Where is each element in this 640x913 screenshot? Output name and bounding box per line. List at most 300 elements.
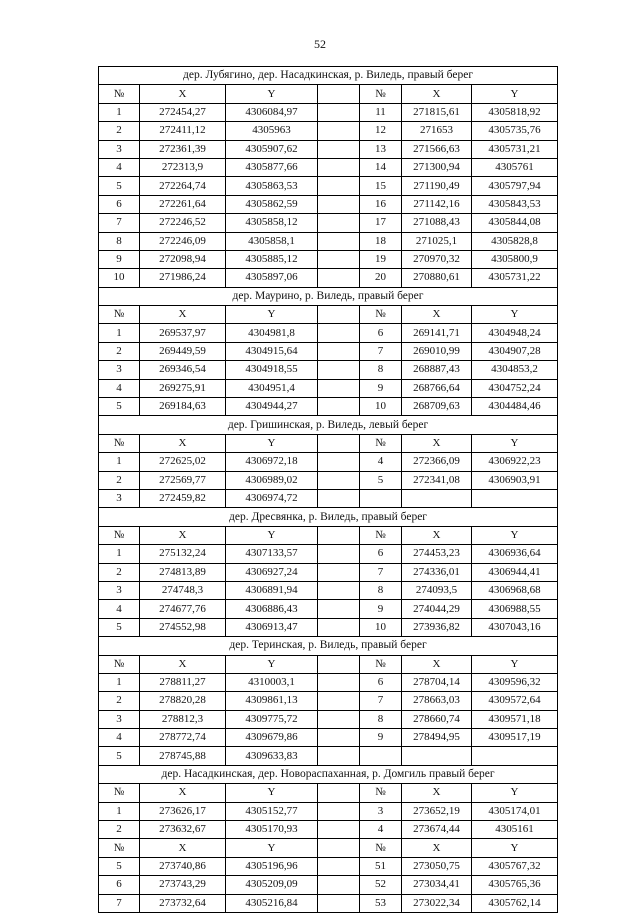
- data-x-cell: 274093,5: [402, 581, 472, 599]
- spacer-cell: [318, 876, 360, 894]
- spacer-cell: [318, 673, 360, 691]
- header-num-cell: №: [99, 434, 140, 452]
- data-x-cell: 278772,74: [140, 729, 226, 747]
- header-row: [99, 434, 558, 452]
- header-x-cell: X: [140, 526, 226, 544]
- spacer-cell: [318, 489, 360, 507]
- data-num-cell: 17: [360, 214, 402, 232]
- spacer-cell: [318, 269, 360, 287]
- data-y-cell: 4304907,28: [472, 342, 558, 360]
- data-x-cell: 269346,54: [140, 361, 226, 379]
- data-y-cell: 4304981,8: [226, 324, 318, 342]
- data-num-cell: 3: [99, 361, 140, 379]
- spacer-cell: [318, 122, 360, 140]
- header-num-cell: №: [360, 784, 402, 802]
- data-y-cell: 4305161: [472, 821, 558, 839]
- table-row: [99, 269, 558, 287]
- data-y-cell: 4309596,32: [472, 673, 558, 691]
- header-y-cell: Y: [226, 655, 318, 673]
- table-row: [99, 250, 558, 268]
- data-x-cell: 275132,24: [140, 545, 226, 563]
- data-x-cell: 269275,91: [140, 379, 226, 397]
- data-x-cell: 271190,49: [402, 177, 472, 195]
- data-y-cell: 4309679,86: [226, 729, 318, 747]
- spacer-cell: [318, 324, 360, 342]
- data-num-cell: 5: [99, 618, 140, 636]
- data-num-cell: 1: [99, 103, 140, 121]
- data-y-cell: 4305877,66: [226, 158, 318, 176]
- data-y-cell: [472, 489, 558, 507]
- data-x-cell: 272366,09: [402, 453, 472, 471]
- data-num-cell: 51: [360, 857, 402, 875]
- data-x-cell: 273626,17: [140, 802, 226, 820]
- data-num-cell: 12: [360, 122, 402, 140]
- data-num-cell: 4: [360, 453, 402, 471]
- data-x-cell: 272246,52: [140, 214, 226, 232]
- section-title: дер. Лубягино, дер. Насадкинская, р. Виледь, правый берег: [99, 67, 558, 85]
- data-num-cell: 19: [360, 250, 402, 268]
- section-title-row: [99, 508, 558, 526]
- header-row: [99, 526, 558, 544]
- data-y-cell: 4307043,16: [472, 618, 558, 636]
- data-x-cell: 271088,43: [402, 214, 472, 232]
- spacer-cell: [318, 158, 360, 176]
- header-y-cell: Y: [472, 306, 558, 324]
- header-y-cell: Y: [472, 839, 558, 857]
- data-num-cell: 5: [99, 857, 140, 875]
- table-row: [99, 471, 558, 489]
- spacer-cell: [318, 85, 360, 103]
- data-y-cell: 4305797,94: [472, 177, 558, 195]
- table-row: [99, 379, 558, 397]
- data-x-cell: [402, 489, 472, 507]
- data-y-cell: 4309571,18: [472, 710, 558, 728]
- spacer-cell: [318, 894, 360, 912]
- table-row: [99, 342, 558, 360]
- section-title-row: [99, 287, 558, 305]
- data-num-cell: 4: [99, 729, 140, 747]
- coordinates-table: [98, 66, 558, 913]
- table-row: [99, 692, 558, 710]
- data-x-cell: [402, 747, 472, 765]
- table-row: [99, 232, 558, 250]
- data-x-cell: 272454,27: [140, 103, 226, 121]
- data-y-cell: 4306989,02: [226, 471, 318, 489]
- data-x-cell: 274748,3: [140, 581, 226, 599]
- data-num-cell: 7: [99, 214, 140, 232]
- data-y-cell: 4305762,14: [472, 894, 558, 912]
- header-x-cell: X: [402, 526, 472, 544]
- section-title-row: [99, 637, 558, 655]
- data-x-cell: 273743,29: [140, 876, 226, 894]
- data-y-cell: 4306974,72: [226, 489, 318, 507]
- data-num-cell: 9: [360, 729, 402, 747]
- data-y-cell: 4310003,1: [226, 673, 318, 691]
- data-x-cell: 272361,39: [140, 140, 226, 158]
- header-row: [99, 306, 558, 324]
- data-x-cell: 274336,01: [402, 563, 472, 581]
- data-y-cell: 4305858,12: [226, 214, 318, 232]
- spacer-cell: [318, 802, 360, 820]
- spacer-cell: [318, 250, 360, 268]
- table-row: [99, 324, 558, 342]
- section-title-row: [99, 416, 558, 434]
- header-x-cell: X: [402, 655, 472, 673]
- data-y-cell: 4304853,2: [472, 361, 558, 379]
- data-x-cell: 273034,41: [402, 876, 472, 894]
- data-y-cell: 4305858,1: [226, 232, 318, 250]
- data-x-cell: 273732,64: [140, 894, 226, 912]
- data-y-cell: 4304918,55: [226, 361, 318, 379]
- data-x-cell: 272264,74: [140, 177, 226, 195]
- data-num-cell: 52: [360, 876, 402, 894]
- data-num-cell: 10: [360, 618, 402, 636]
- spacer-cell: [318, 692, 360, 710]
- header-y-cell: Y: [472, 526, 558, 544]
- header-x-cell: X: [402, 306, 472, 324]
- table-row: [99, 361, 558, 379]
- data-num-cell: 7: [99, 894, 140, 912]
- table-row: [99, 489, 558, 507]
- header-row: [99, 85, 558, 103]
- data-x-cell: 278811,27: [140, 673, 226, 691]
- data-num-cell: 7: [360, 692, 402, 710]
- spacer-cell: [318, 710, 360, 728]
- data-y-cell: 4304948,24: [472, 324, 558, 342]
- data-x-cell: 272341,08: [402, 471, 472, 489]
- data-x-cell: 268709,63: [402, 398, 472, 416]
- data-x-cell: 278704,14: [402, 673, 472, 691]
- data-y-cell: 4305735,76: [472, 122, 558, 140]
- header-num-cell: №: [99, 839, 140, 857]
- data-y-cell: 4305828,8: [472, 232, 558, 250]
- header-x-cell: X: [140, 85, 226, 103]
- data-y-cell: 4306886,43: [226, 600, 318, 618]
- header-y-cell: Y: [472, 784, 558, 802]
- spacer-cell: [318, 581, 360, 599]
- spacer-cell: [318, 453, 360, 471]
- data-y-cell: 4305885,12: [226, 250, 318, 268]
- data-num-cell: 5: [99, 747, 140, 765]
- data-x-cell: 272261,64: [140, 195, 226, 213]
- table-row: [99, 103, 558, 121]
- data-x-cell: 272098,94: [140, 250, 226, 268]
- data-num-cell: 10: [99, 269, 140, 287]
- section-title: дер. Маурино, р. Виледь, правый берег: [99, 287, 558, 305]
- data-x-cell: 271653: [402, 122, 472, 140]
- data-y-cell: 4305907,62: [226, 140, 318, 158]
- data-num-cell: 1: [99, 802, 140, 820]
- spacer-cell: [318, 398, 360, 416]
- data-y-cell: 4305209,09: [226, 876, 318, 894]
- section-title: дер. Теринская, р. Виледь, правый берег: [99, 637, 558, 655]
- header-num-cell: №: [99, 655, 140, 673]
- data-x-cell: 271986,24: [140, 269, 226, 287]
- data-num-cell: 9: [99, 250, 140, 268]
- header-y-cell: Y: [226, 434, 318, 452]
- data-y-cell: 4309861,13: [226, 692, 318, 710]
- data-num-cell: 6: [99, 195, 140, 213]
- data-x-cell: 278660,74: [402, 710, 472, 728]
- data-num-cell: 7: [360, 342, 402, 360]
- data-num-cell: 3: [99, 489, 140, 507]
- spacer-cell: [318, 618, 360, 636]
- data-num-cell: 8: [360, 710, 402, 728]
- table-row: [99, 398, 558, 416]
- data-y-cell: 4306927,24: [226, 563, 318, 581]
- data-x-cell: 278494,95: [402, 729, 472, 747]
- header-x-cell: X: [140, 784, 226, 802]
- data-x-cell: 270970,32: [402, 250, 472, 268]
- data-y-cell: 4306922,23: [472, 453, 558, 471]
- data-y-cell: 4304752,24: [472, 379, 558, 397]
- data-num-cell: 6: [360, 324, 402, 342]
- data-y-cell: 4305731,21: [472, 140, 558, 158]
- header-y-cell: Y: [472, 655, 558, 673]
- spacer-cell: [318, 434, 360, 452]
- data-num-cell: 6: [99, 876, 140, 894]
- data-y-cell: 4306944,41: [472, 563, 558, 581]
- data-num-cell: 6: [360, 673, 402, 691]
- data-x-cell: 269449,59: [140, 342, 226, 360]
- data-y-cell: 4305196,96: [226, 857, 318, 875]
- table-row: [99, 876, 558, 894]
- table-row: [99, 857, 558, 875]
- data-y-cell: 4306913,47: [226, 618, 318, 636]
- data-num-cell: 2: [99, 692, 140, 710]
- data-x-cell: 270880,61: [402, 269, 472, 287]
- spacer-cell: [318, 747, 360, 765]
- table-row: [99, 821, 558, 839]
- spacer-cell: [318, 306, 360, 324]
- data-x-cell: 268766,64: [402, 379, 472, 397]
- data-y-cell: 4306972,18: [226, 453, 318, 471]
- data-x-cell: 273740,86: [140, 857, 226, 875]
- data-x-cell: 274453,23: [402, 545, 472, 563]
- header-y-cell: Y: [226, 85, 318, 103]
- header-row: [99, 655, 558, 673]
- table-row: [99, 195, 558, 213]
- spacer-cell: [318, 103, 360, 121]
- data-x-cell: 278663,03: [402, 692, 472, 710]
- spacer-cell: [318, 342, 360, 360]
- header-num-cell: №: [360, 306, 402, 324]
- data-x-cell: 272569,77: [140, 471, 226, 489]
- data-x-cell: 271815,61: [402, 103, 472, 121]
- header-y-cell: Y: [226, 784, 318, 802]
- header-y-cell: Y: [226, 526, 318, 544]
- data-x-cell: 274552,98: [140, 618, 226, 636]
- data-x-cell: 271142,16: [402, 195, 472, 213]
- data-x-cell: 278820,28: [140, 692, 226, 710]
- spacer-cell: [318, 655, 360, 673]
- data-num-cell: [360, 747, 402, 765]
- data-num-cell: 18: [360, 232, 402, 250]
- data-x-cell: 274677,76: [140, 600, 226, 618]
- header-row: [99, 784, 558, 802]
- header-x-cell: X: [402, 85, 472, 103]
- header-num-cell: №: [99, 306, 140, 324]
- data-num-cell: 1: [99, 545, 140, 563]
- data-num-cell: 5: [360, 471, 402, 489]
- table-row: [99, 673, 558, 691]
- data-y-cell: 4309517,19: [472, 729, 558, 747]
- data-num-cell: 8: [360, 581, 402, 599]
- table-row: [99, 122, 558, 140]
- table-row: [99, 581, 558, 599]
- header-num-cell: №: [360, 434, 402, 452]
- data-x-cell: 272313,9: [140, 158, 226, 176]
- data-y-cell: 4305216,84: [226, 894, 318, 912]
- data-x-cell: 278745,88: [140, 747, 226, 765]
- header-num-cell: №: [99, 784, 140, 802]
- header-x-cell: X: [402, 434, 472, 452]
- data-x-cell: 269141,71: [402, 324, 472, 342]
- header-num-cell: №: [99, 85, 140, 103]
- spacer-cell: [318, 784, 360, 802]
- section-title: дер. Гришинская, р. Виледь, левый берег: [99, 416, 558, 434]
- data-x-cell: 272459,82: [140, 489, 226, 507]
- data-y-cell: 4304951,4: [226, 379, 318, 397]
- data-num-cell: 13: [360, 140, 402, 158]
- data-num-cell: 7: [360, 563, 402, 581]
- header-x-cell: X: [402, 839, 472, 857]
- data-y-cell: 4306936,64: [472, 545, 558, 563]
- data-y-cell: 4306968,68: [472, 581, 558, 599]
- data-x-cell: 274044,29: [402, 600, 472, 618]
- table-row: [99, 177, 558, 195]
- data-num-cell: 10: [360, 398, 402, 416]
- data-num-cell: 1: [99, 453, 140, 471]
- header-row: [99, 839, 558, 857]
- data-num-cell: 3: [99, 581, 140, 599]
- page-number: 52: [314, 37, 326, 51]
- table-row: [99, 618, 558, 636]
- header-num-cell: №: [99, 526, 140, 544]
- header-y-cell: Y: [472, 434, 558, 452]
- spacer-cell: [318, 177, 360, 195]
- data-y-cell: 4305897,06: [226, 269, 318, 287]
- data-num-cell: 2: [99, 342, 140, 360]
- table-row: [99, 140, 558, 158]
- data-num-cell: 2: [99, 122, 140, 140]
- data-num-cell: 4: [99, 600, 140, 618]
- data-y-cell: 4305765,36: [472, 876, 558, 894]
- table-row: [99, 600, 558, 618]
- section-title: дер. Насадкинская, дер. Новораспаханная, р. Домгиль правый берег: [99, 765, 558, 783]
- spacer-cell: [318, 195, 360, 213]
- spacer-cell: [318, 600, 360, 618]
- table-row: [99, 545, 558, 563]
- header-y-cell: Y: [226, 839, 318, 857]
- data-num-cell: 3: [99, 140, 140, 158]
- header-x-cell: X: [402, 784, 472, 802]
- header-num-cell: №: [360, 526, 402, 544]
- data-num-cell: 3: [360, 802, 402, 820]
- header-num-cell: №: [360, 85, 402, 103]
- data-num-cell: 1: [99, 324, 140, 342]
- data-num-cell: 3: [99, 710, 140, 728]
- data-x-cell: 271025,1: [402, 232, 472, 250]
- header-x-cell: X: [140, 839, 226, 857]
- data-num-cell: 2: [99, 563, 140, 581]
- data-y-cell: 4305862,59: [226, 195, 318, 213]
- data-y-cell: 4305963: [226, 122, 318, 140]
- spacer-cell: [318, 821, 360, 839]
- data-num-cell: 16: [360, 195, 402, 213]
- data-x-cell: 272411,12: [140, 122, 226, 140]
- data-x-cell: 268887,43: [402, 361, 472, 379]
- data-num-cell: 14: [360, 158, 402, 176]
- data-num-cell: 8: [360, 361, 402, 379]
- data-x-cell: 269537,97: [140, 324, 226, 342]
- data-num-cell: 5: [99, 398, 140, 416]
- data-y-cell: 4304915,64: [226, 342, 318, 360]
- data-x-cell: 273632,67: [140, 821, 226, 839]
- spacer-cell: [318, 232, 360, 250]
- spacer-cell: [318, 545, 360, 563]
- table-row: [99, 802, 558, 820]
- spacer-cell: [318, 563, 360, 581]
- data-y-cell: 4305800,9: [472, 250, 558, 268]
- data-num-cell: 9: [360, 379, 402, 397]
- data-x-cell: 273936,82: [402, 618, 472, 636]
- header-num-cell: №: [360, 655, 402, 673]
- data-x-cell: 273652,19: [402, 802, 472, 820]
- table-row: [99, 158, 558, 176]
- data-num-cell: [360, 489, 402, 507]
- spacer-cell: [318, 471, 360, 489]
- data-num-cell: 9: [360, 600, 402, 618]
- data-y-cell: 4309572,64: [472, 692, 558, 710]
- data-y-cell: 4306988,55: [472, 600, 558, 618]
- data-x-cell: 278812,3: [140, 710, 226, 728]
- data-num-cell: 4: [99, 158, 140, 176]
- data-x-cell: 272246,09: [140, 232, 226, 250]
- spacer-cell: [318, 526, 360, 544]
- data-y-cell: 4305863,53: [226, 177, 318, 195]
- data-y-cell: 4305761: [472, 158, 558, 176]
- data-x-cell: 273674,44: [402, 821, 472, 839]
- data-y-cell: 4304484,46: [472, 398, 558, 416]
- data-y-cell: 4304944,27: [226, 398, 318, 416]
- data-num-cell: 8: [99, 232, 140, 250]
- spacer-cell: [318, 140, 360, 158]
- data-y-cell: 4305152,77: [226, 802, 318, 820]
- table-row: [99, 453, 558, 471]
- header-x-cell: X: [140, 434, 226, 452]
- data-y-cell: 4305174,01: [472, 802, 558, 820]
- spacer-cell: [318, 214, 360, 232]
- header-y-cell: Y: [226, 306, 318, 324]
- data-x-cell: 269010,99: [402, 342, 472, 360]
- table-row: [99, 710, 558, 728]
- data-x-cell: 271300,94: [402, 158, 472, 176]
- header-x-cell: X: [140, 655, 226, 673]
- data-y-cell: 4305767,32: [472, 857, 558, 875]
- section-title-row: [99, 765, 558, 783]
- data-x-cell: 274813,89: [140, 563, 226, 581]
- data-y-cell: 4305818,92: [472, 103, 558, 121]
- table-row: [99, 563, 558, 581]
- data-y-cell: 4309633,83: [226, 747, 318, 765]
- section-title: дер. Дресвянка, р. Виледь, правый берег: [99, 508, 558, 526]
- data-num-cell: 4: [360, 821, 402, 839]
- spacer-cell: [318, 379, 360, 397]
- data-y-cell: [472, 747, 558, 765]
- section-title-row: [99, 67, 558, 85]
- data-y-cell: 4306084,97: [226, 103, 318, 121]
